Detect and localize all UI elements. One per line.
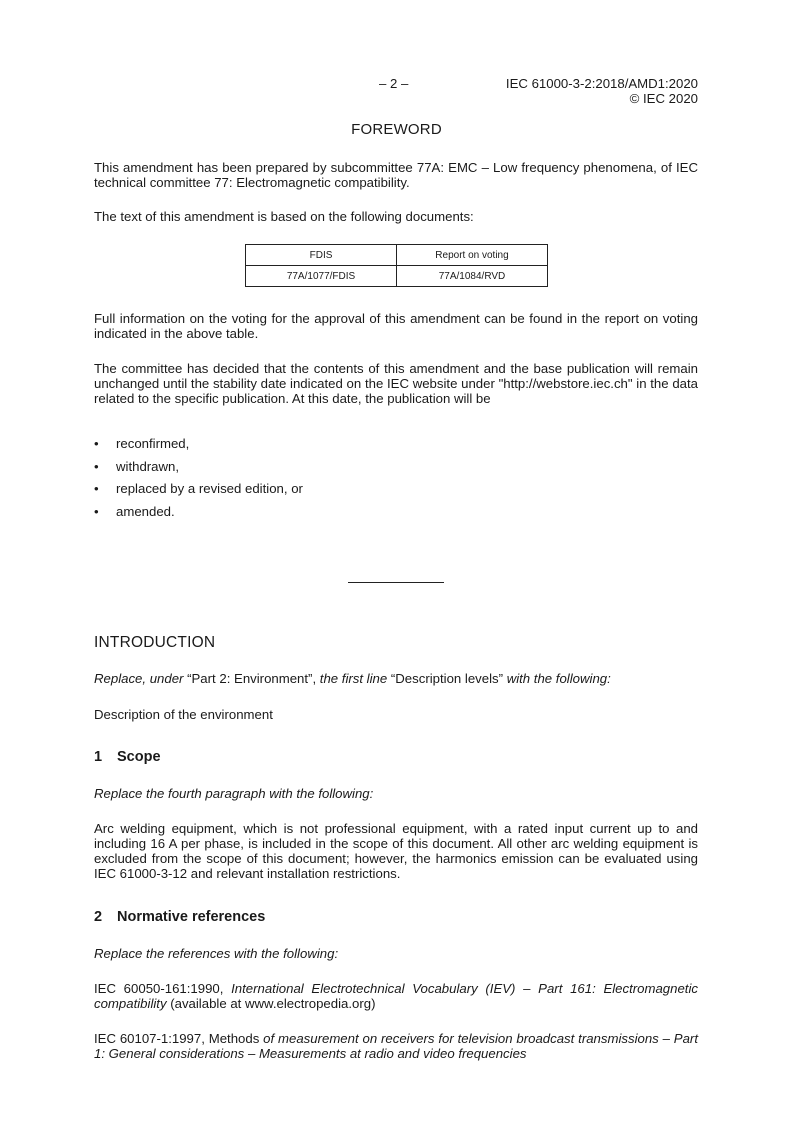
- reference-title: of measurement on receivers for television broadcast transmissions – Part 1: General considerations – Measurements at radio and video frequencies: [94, 1031, 698, 1061]
- introduction-heading: INTRODUCTION: [94, 634, 216, 651]
- bullet-icon: •: [94, 503, 99, 519]
- section-1-text: Arc welding equipment, which is not professional equipment, with a rated input current up to and including 16 A per phase, is included in the scope of this document. All other arc welding equipment is excluded from the scope of this document; however, the harmonics emission can be evaluated using IEC 61000-3-12 and relevant installation restrictions.: [94, 821, 698, 881]
- table-row: [246, 266, 548, 287]
- section-2-instruction: Replace the references with the following:: [94, 946, 339, 961]
- section-number: 2: [94, 909, 103, 925]
- table-header-cell: Report on voting: [397, 245, 548, 266]
- reference-item: [94, 981, 698, 1011]
- introduction-instruction: [94, 671, 698, 686]
- list-item-text: amended.: [116, 503, 175, 519]
- introduction-text: Description of the environment: [94, 707, 273, 722]
- bullet-icon: •: [94, 481, 99, 496]
- instruction-italic: the first line: [319, 671, 388, 686]
- documents-table: [245, 244, 548, 287]
- table-cell: 77A/1084/RVD: [397, 266, 548, 287]
- table-cell: 77A/1077/FDIS: [246, 266, 397, 287]
- section-1-instruction: Replace the fourth paragraph with the following:: [94, 786, 374, 801]
- copyright-notice: © IEC 2020: [629, 91, 698, 106]
- section-title: Normative references: [117, 909, 266, 925]
- list-item: [94, 436, 303, 459]
- reference-note: (available at www.electropedia.org): [166, 996, 376, 1011]
- reference-title: International Electrotechnical Vocabulary (IEV) – Part 161: Electromagnetic compatibility: [94, 981, 698, 1011]
- table-header-row: [246, 245, 548, 266]
- document-reference: [506, 76, 698, 106]
- section-1-heading: [94, 749, 161, 765]
- foreword-paragraph-3: Full information on the voting for the approval of this amendment can be found in the report on voting indicated in the above table.: [94, 311, 698, 341]
- section-divider: [348, 582, 444, 583]
- list-item: [94, 504, 303, 527]
- bullet-icon: •: [94, 458, 99, 474]
- document-id: IEC 61000-3-2:2018/AMD1:2020: [505, 76, 698, 91]
- foreword-paragraph-2: The text of this amendment is based on the following documents:: [94, 209, 474, 224]
- bullet-icon: •: [94, 436, 99, 451]
- page-number: – 2 –: [379, 76, 409, 91]
- section-2-heading: [94, 909, 265, 925]
- section-title: Scope: [117, 749, 161, 765]
- instruction-quote: “Description levels”: [387, 671, 507, 686]
- instruction-italic: with the following:: [506, 671, 611, 686]
- foreword-paragraph-4: The committee has decided that the contents of this amendment and the base publication will remain unchanged until the stability date indicated on the IEC website under "http://webstore.iec.ch" in the data related to the specific publication. At this date, the publication will be: [94, 361, 698, 406]
- list-item-text: replaced by a revised edition, or: [116, 481, 303, 496]
- section-number: 1: [94, 749, 103, 765]
- reference-id: IEC 60107-1:1997, Methods: [94, 1031, 264, 1046]
- list-item: [94, 481, 303, 504]
- list-item: [94, 459, 303, 482]
- instruction-quote: “Part 2: Environment”,: [183, 671, 320, 686]
- list-item-text: reconfirmed,: [116, 436, 190, 451]
- foreword-paragraph-1: This amendment has been prepared by subcommittee 77A: EMC – Low frequency phenomena, of IEC technical committee 77: Electromagnetic compatibility.: [94, 160, 698, 190]
- reference-item: [94, 1031, 698, 1061]
- list-item-text: withdrawn,: [116, 458, 180, 474]
- table-header-cell: FDIS: [246, 245, 397, 266]
- instruction-italic: Replace, under: [94, 671, 184, 686]
- publication-outcomes-list: [94, 436, 303, 526]
- reference-id: IEC 60050-161:1990,: [94, 981, 232, 996]
- foreword-heading: FOREWORD: [351, 121, 442, 138]
